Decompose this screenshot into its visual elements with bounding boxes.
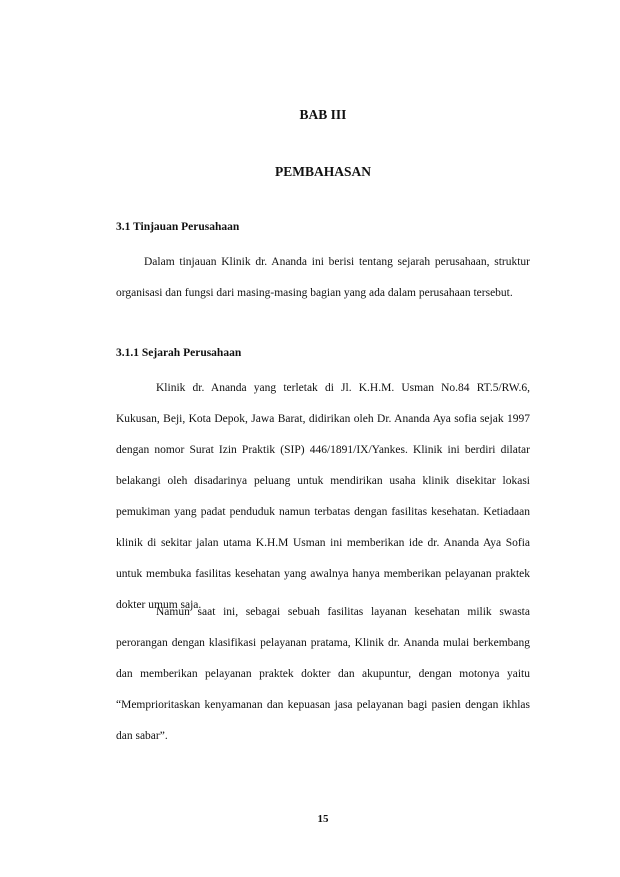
paragraph-sejarah-2: Namun saat ini, sebagai sebuah fasilitas layanan kesehatan milik swasta perorangan dengan klasifikasi pelayanan pratama, Klinik dr. Ananda mulai berkembang dan memberikan pelayanan praktek dokter dan akupuntur, dengan motonya yaitu “Memprioritaskan kenyamanan dan kepuasan jasa pelayanan bagi pasien dengan ikhlas dan sabar”. (116, 606, 530, 742)
paragraph-tinjauan: Dalam tinjauan Klinik dr. Ananda ini berisi tentang sejarah perusahaan, struktur organisasi dan fungsi dari masing-masing bagian yang ada dalam perusahaan tersebut. (116, 256, 530, 299)
paragraph-sejarah-1: Klinik dr. Ananda yang terletak di Jl. K.H.M. Usman No.84 RT.5/RW.6, Kukusan, Beji, Kota Depok, Jawa Barat, didirikan oleh Dr. Ananda Aya sofia sejak 1997 dengan nomor Surat Izin Praktik (SIP) 446/1891/IX/Yankes. Klinik ini berdiri dilatar belakangi oleh disadarinya peluang untuk mendirikan usaha klinik disekitar lokasi pemukiman yang padat penduduk namun terbatas dengan fasilitas kesehatan. Ketiadaan klinik di sekitar jalan utama K.H.M Usman ini memberikan ide dr. Ananda Aya Sofia untuk membuka fasilitas kesehatan yang awalnya hanya memberikan pelayanan praktek dokter umum saja. (116, 382, 530, 611)
chapter-title: PEMBAHASAN (274, 164, 371, 179)
section-heading-tinjauan: 3.1 Tinjauan Perusahaan (116, 221, 240, 233)
section-heading-sejarah: 3.1.1 Sejarah Perusahaan (116, 347, 242, 359)
page-number: 15 (317, 813, 329, 825)
chapter-number: BAB III (299, 107, 347, 122)
